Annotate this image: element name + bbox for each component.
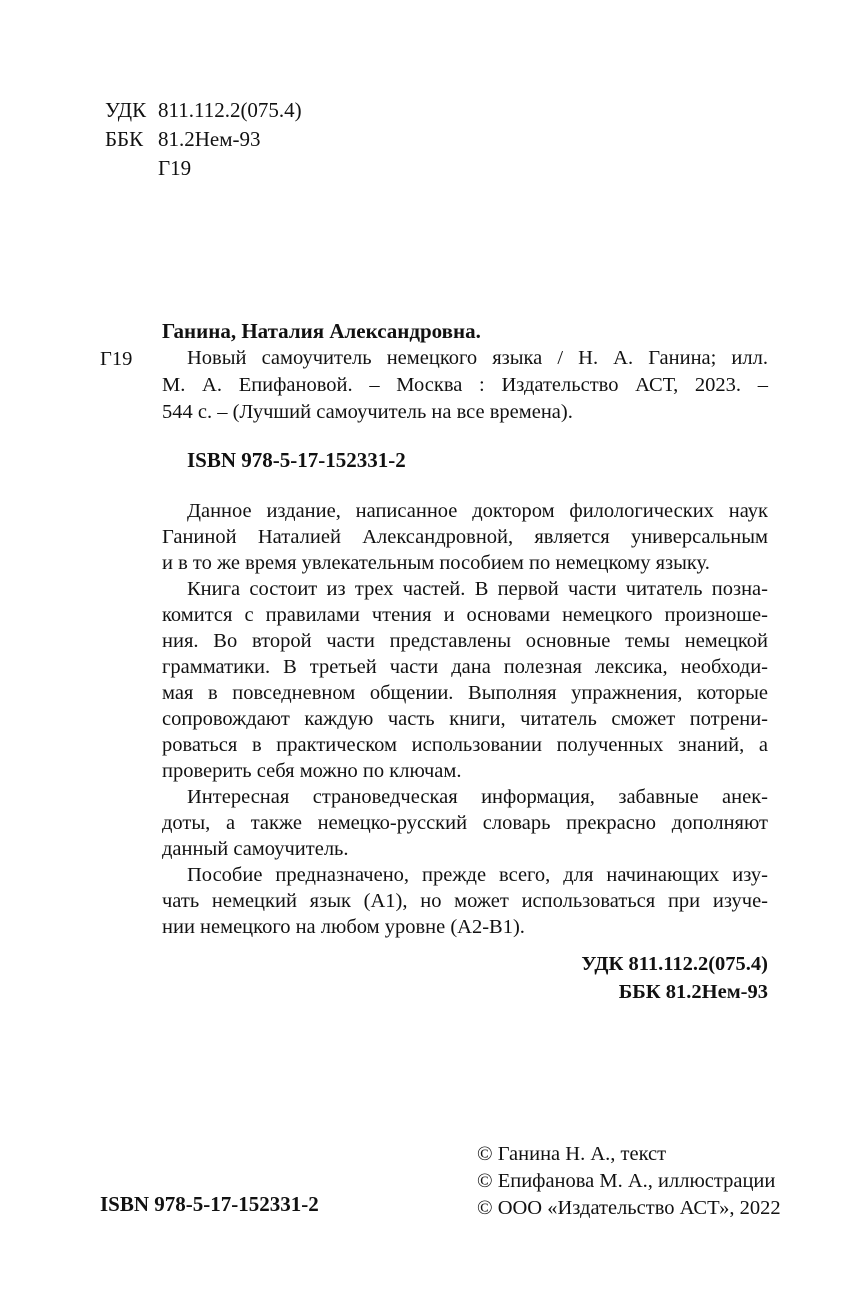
isbn-bottom: ISBN 978-5-17-152331-2	[100, 1192, 319, 1216]
catalog-card-line: Новый самоучитель немецкого языка / Н. А. Ганина; илл.	[187, 347, 768, 369]
annotation-paragraph	[162, 784, 768, 862]
annotation-line: Данное издание, написанное доктором филологических наук	[187, 500, 768, 522]
bbk-row	[105, 125, 302, 154]
annotation-line: грамматики. В третьей части дана полезная лексика, необходи-	[162, 656, 768, 678]
annotation-line: роваться в практическом использовании полученных знаний, а	[162, 734, 768, 756]
catalog-card-line: М. А. Епифановой. – Москва : Издательство АСТ, 2023. –	[162, 374, 768, 396]
annotation-paragraph	[162, 862, 768, 940]
catalog-card-margin-code: Г19	[100, 348, 133, 370]
annotation-line: Интересная страноведческая информация, забавные анек-	[187, 786, 768, 808]
annotation-line: Ганиной Наталией Александровной, является универсальным	[162, 526, 768, 548]
catalog-card-author: Ганина, Наталия Александровна.	[162, 319, 481, 343]
annotation-line: проверить себя можно по ключам.	[162, 760, 462, 782]
annotation-line: данный самоучитель.	[162, 838, 349, 860]
udk-label: УДК	[105, 98, 147, 122]
annotation-paragraph	[162, 498, 768, 576]
annotation-line: мая в повседневном общении. Выполняя упражнения, которые	[162, 682, 768, 704]
annotation-line: чать немецкий язык (А1), но может использоваться при изуче-	[162, 890, 768, 912]
author-code: Г19	[158, 156, 192, 180]
annotation-line: нии немецкого на любом уровне (А2-В1).	[162, 916, 525, 938]
bbk-value: 81.2Нем-93	[158, 127, 261, 151]
author-code-row	[105, 154, 302, 183]
copyright-line: © Ганина Н. А., текст	[477, 1143, 667, 1165]
footer-udk: УДК 811.112.2(075.4)	[581, 953, 768, 975]
udk-value: 811.112.2(075.4)	[158, 98, 302, 122]
annotation-paragraph	[162, 576, 768, 784]
annotation-line: ния. Во второй части представлены основные темы немецкой	[162, 630, 768, 652]
annotation	[162, 498, 768, 940]
annotation-line: доты, а также немецко-русский словарь прекрасно дополняют	[162, 812, 768, 834]
footer-classification-codes	[162, 950, 768, 1006]
isbn-top: ISBN 978-5-17-152331-2	[187, 448, 406, 472]
footer-bbk: ББК 81.2Нем-93	[618, 981, 768, 1003]
annotation-line: комится с правилами чтения и основами немецкого произноше-	[162, 604, 768, 626]
annotation-line: Книга состоит из трех частей. В первой части читатель позна-	[187, 578, 768, 600]
copyright-block	[477, 1141, 781, 1222]
udk-row	[105, 96, 302, 125]
copyright-line: © ООО «Издательство АСТ», 2022	[477, 1197, 781, 1219]
copyright-line: © Епифанова М. А., иллюстрации	[477, 1170, 776, 1192]
catalog-card-line: 544 с. – (Лучший самоучитель на все времена).	[162, 401, 573, 423]
annotation-line: сопровождают каждую часть книги, читатель сможет потрени-	[162, 708, 768, 730]
classification-codes	[105, 96, 302, 183]
annotation-line: и в то же время увлекательным пособием по немецкому языку.	[162, 552, 710, 574]
annotation-line: Пособие предназначено, прежде всего, для начинающих изу-	[187, 864, 768, 886]
bbk-label: ББК	[105, 127, 144, 151]
catalog-card-description	[162, 345, 768, 426]
